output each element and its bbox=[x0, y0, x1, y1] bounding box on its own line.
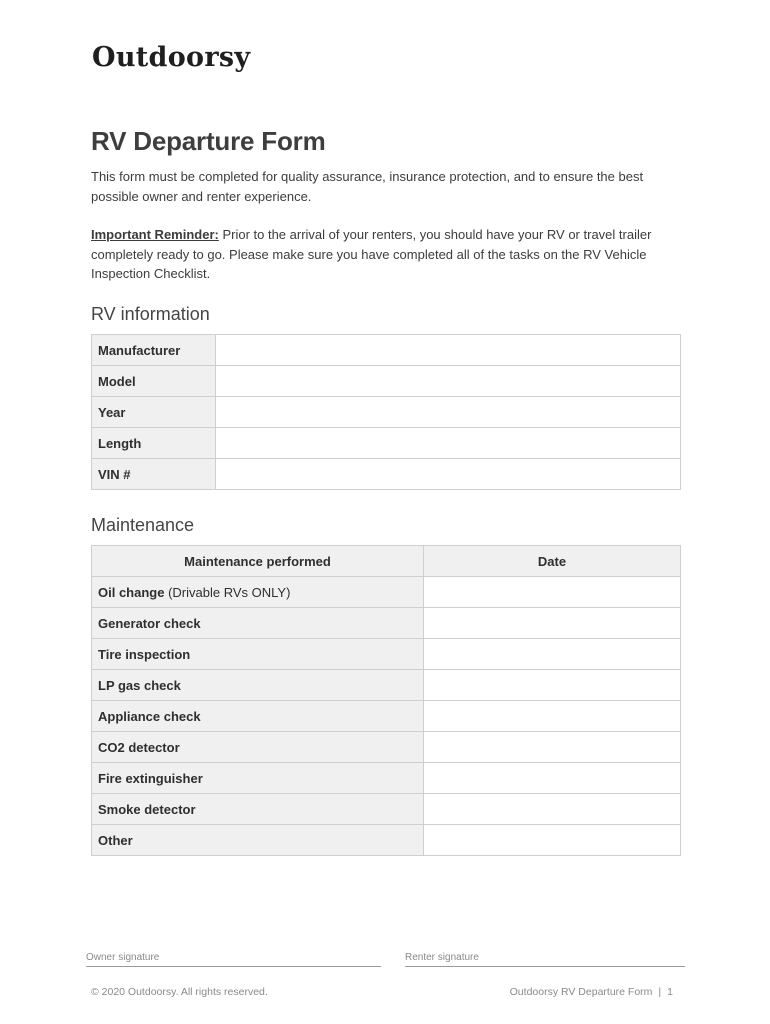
vin-label: VIN # bbox=[92, 459, 216, 490]
footer-page-info bbox=[510, 986, 673, 998]
appliance-check-date-field[interactable] bbox=[424, 701, 681, 732]
table-row bbox=[92, 428, 681, 459]
lp-gas-check-label: LP gas check bbox=[92, 670, 424, 701]
outdoorsy-logo: Outdoorsy bbox=[92, 42, 251, 73]
rv-information-table bbox=[91, 334, 681, 490]
table-row bbox=[92, 825, 681, 856]
reminder-label: Important Reminder: bbox=[91, 227, 219, 242]
manufacturer-field[interactable] bbox=[216, 335, 681, 366]
lp-gas-check-date-field[interactable] bbox=[424, 670, 681, 701]
footer-separator: | bbox=[658, 986, 662, 998]
table-row bbox=[92, 639, 681, 670]
oil-change-label bbox=[92, 577, 424, 608]
maintenance-table bbox=[91, 545, 681, 856]
table-row bbox=[92, 397, 681, 428]
fire-extinguisher-date-field[interactable] bbox=[424, 763, 681, 794]
model-label: Model bbox=[92, 366, 216, 397]
smoke-detector-date-field[interactable] bbox=[424, 794, 681, 825]
intro-paragraph: This form must be completed for quality assurance, insurance protection, and to ensure the best possible owner and renter experience. bbox=[91, 169, 644, 204]
reminder-text: Prior to the arrival of your renters, you should have your RV or travel trailer completely ready to go. Please make sure you have completed all of the tasks on the RV Vehicle Inspection Checklist. bbox=[91, 227, 652, 281]
maintenance-performed-header: Maintenance performed bbox=[92, 546, 424, 577]
co2-detector-label: CO2 detector bbox=[92, 732, 424, 763]
table-row bbox=[92, 732, 681, 763]
table-row bbox=[92, 763, 681, 794]
manufacturer-label: Manufacturer bbox=[92, 335, 216, 366]
table-row bbox=[92, 794, 681, 825]
other-label: Other bbox=[92, 825, 424, 856]
table-row bbox=[92, 670, 681, 701]
vin-field[interactable] bbox=[216, 459, 681, 490]
date-header: Date bbox=[424, 546, 681, 577]
footer-doc-name: Outdoorsy RV Departure Form bbox=[509, 986, 653, 998]
table-row bbox=[92, 335, 681, 366]
table-row bbox=[92, 608, 681, 639]
smoke-detector-label: Smoke detector bbox=[92, 794, 424, 825]
page-number: 1 bbox=[667, 986, 673, 998]
appliance-check-label: Appliance check bbox=[92, 701, 424, 732]
co2-detector-date-field[interactable] bbox=[424, 732, 681, 763]
fire-extinguisher-label: Fire extinguisher bbox=[92, 763, 424, 794]
tire-inspection-label: Tire inspection bbox=[92, 639, 424, 670]
oil-change-text: Oil change bbox=[98, 584, 165, 600]
year-field[interactable] bbox=[216, 397, 681, 428]
table-header-row bbox=[92, 546, 681, 577]
page-title: RV Departure Form bbox=[91, 126, 326, 156]
oil-change-date-field[interactable] bbox=[424, 577, 681, 608]
maintenance-heading: Maintenance bbox=[91, 515, 195, 535]
tire-inspection-date-field[interactable] bbox=[424, 639, 681, 670]
table-row bbox=[92, 577, 681, 608]
table-row bbox=[92, 366, 681, 397]
length-field[interactable] bbox=[216, 428, 681, 459]
owner-signature-line[interactable]: Owner signature bbox=[86, 952, 381, 967]
generator-check-label: Generator check bbox=[92, 608, 424, 639]
other-date-field[interactable] bbox=[424, 825, 681, 856]
reminder-paragraph bbox=[91, 225, 686, 284]
rv-information-heading: RV information bbox=[91, 304, 210, 324]
table-row bbox=[92, 701, 681, 732]
oil-change-note: (Drivable RVs ONLY) bbox=[164, 584, 291, 600]
model-field[interactable] bbox=[216, 366, 681, 397]
table-row bbox=[92, 459, 681, 490]
length-label: Length bbox=[92, 428, 216, 459]
renter-signature-line[interactable]: Renter signature bbox=[405, 952, 685, 967]
copyright-text: © 2020 Outdoorsy. All rights reserved. bbox=[91, 986, 268, 998]
generator-check-date-field[interactable] bbox=[424, 608, 681, 639]
year-label: Year bbox=[92, 397, 216, 428]
